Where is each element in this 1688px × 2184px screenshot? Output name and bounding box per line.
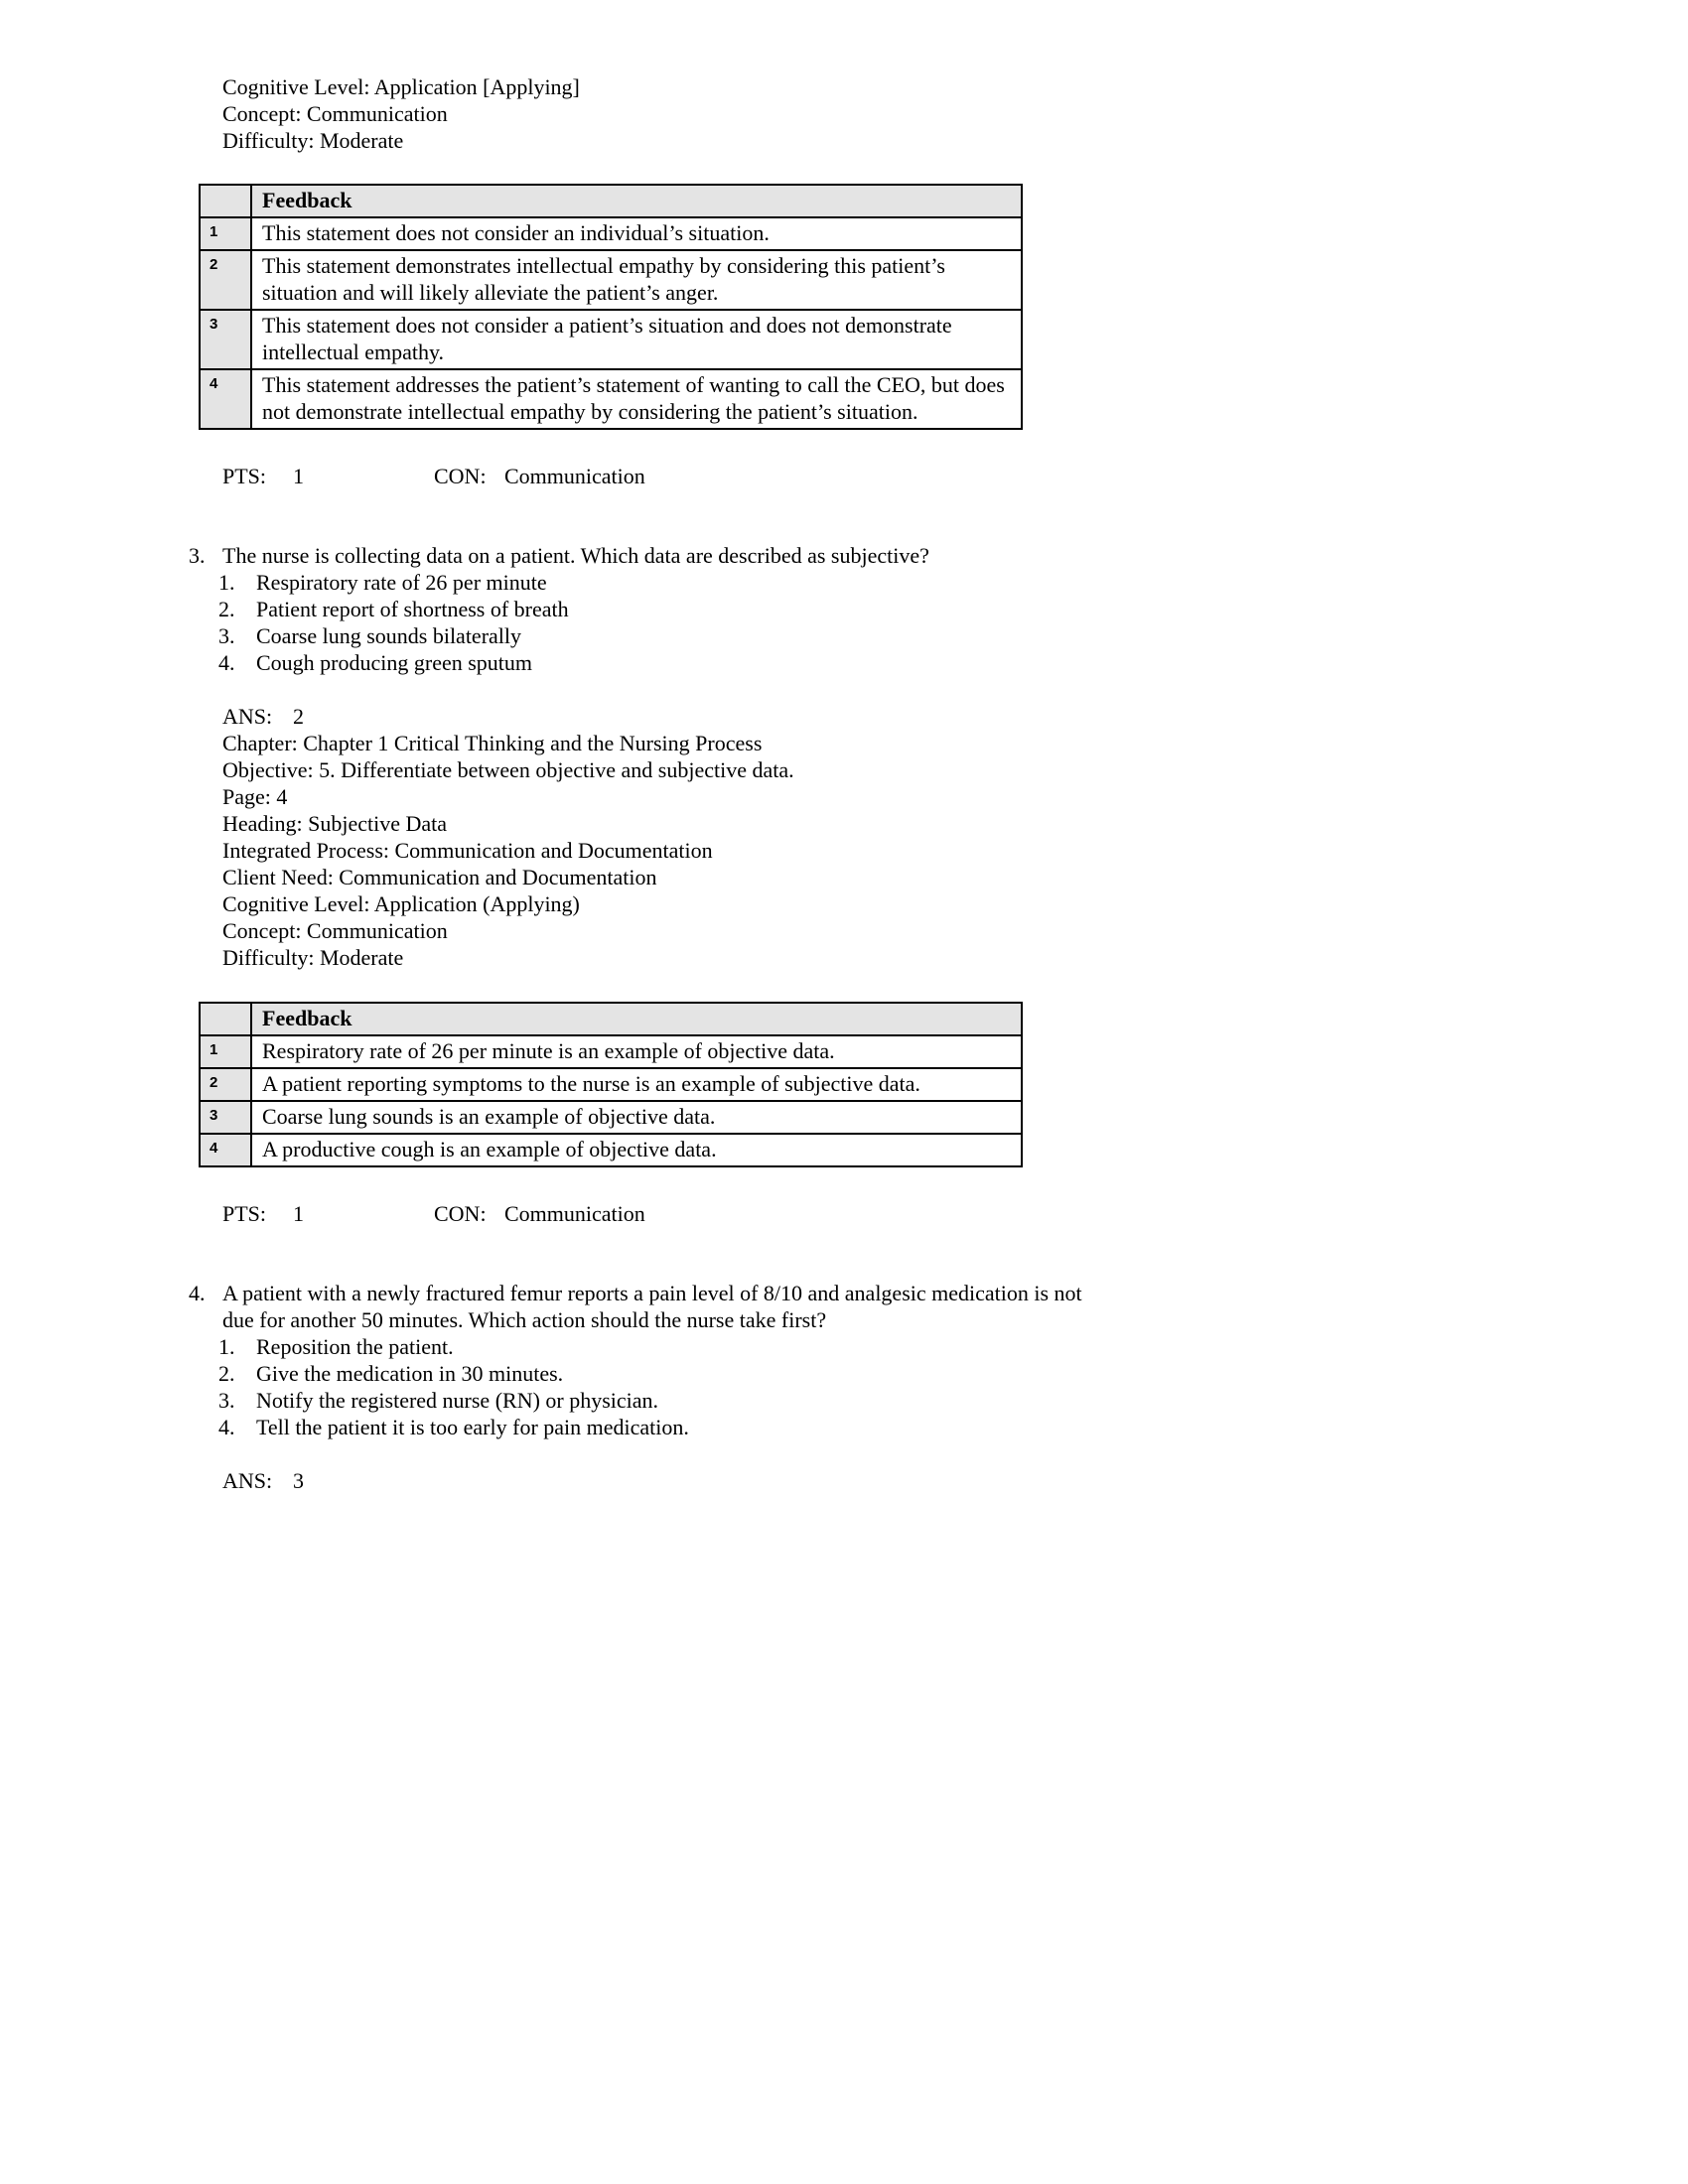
question-4-options <box>218 1333 1509 1440</box>
option-number: 2. <box>218 597 235 621</box>
row-number: 3 <box>200 1101 251 1134</box>
feedback-text: A productive cough is an example of objective data. <box>251 1134 1022 1166</box>
option <box>218 1414 1509 1440</box>
feedback-text: Coarse lung sounds is an example of objective data. <box>251 1101 1022 1134</box>
table-row <box>200 1035 1022 1068</box>
feedback-text: This statement does not consider a patient’s situation and does not demonstrate intellectual empathy. <box>251 310 1022 369</box>
option-text: Respiratory rate of 26 per minute <box>256 570 547 595</box>
option <box>218 1360 1509 1387</box>
meta-line-objective: Objective: 5. Differentiate between objective and subjective data. <box>222 757 794 782</box>
row-number: 3 <box>200 310 251 369</box>
feedback-text: This statement demonstrates intellectual empathy by considering this patient’s situation and will likely alleviate the patient’s anger. <box>251 250 1022 310</box>
meta-line-difficulty: Difficulty: Moderate <box>222 945 404 970</box>
meta-line-concept: Concept: Communication <box>222 918 448 943</box>
meta-line-page: Page: 4 <box>222 784 288 809</box>
table-row <box>200 1134 1022 1166</box>
option-text: Cough producing green sputum <box>256 650 533 675</box>
feedback-text: This statement addresses the patient’s statement of wanting to call the CEO, but does not demonstrate intellectual empathy by considering the patient’s situation. <box>251 369 1022 429</box>
pts-con-line-1 <box>222 463 1509 489</box>
option-text: Give the medication in 30 minutes. <box>256 1361 564 1386</box>
feedback-text: A patient reporting symptoms to the nurse is an example of subjective data. <box>251 1068 1022 1101</box>
option-text: Coarse lung sounds bilaterally <box>256 623 522 648</box>
table-row <box>200 250 1022 310</box>
con-value: Communication <box>504 464 645 488</box>
option-number: 4. <box>218 650 235 675</box>
spacer <box>189 971 1509 1002</box>
pts-con-line-2 <box>222 1200 1509 1227</box>
pts-value: 1 <box>293 1201 304 1226</box>
question-3 <box>189 542 1509 569</box>
feedback-table-1 <box>199 184 1023 430</box>
meta-line-cognitive-level: Cognitive Level: Application [Applying] <box>222 74 580 99</box>
answer-line <box>222 1467 1509 1494</box>
meta-line-concept: Concept: Communication <box>222 101 448 126</box>
question-4-answer-block <box>222 1467 1509 1494</box>
option-number: 2. <box>218 1361 235 1386</box>
feedback-table-1-header-blank-cell <box>200 185 251 217</box>
ans-label: ANS: <box>222 1468 273 1493</box>
meta-line-chapter: Chapter: Chapter 1 Critical Thinking and the Nursing Process <box>222 731 763 755</box>
question2-meta-block <box>222 73 1509 154</box>
option-number: 3. <box>218 1388 235 1413</box>
meta-line-cognitive-level: Cognitive Level: Application (Applying) <box>222 891 580 916</box>
row-number: 4 <box>200 1134 251 1166</box>
option <box>218 622 1509 649</box>
question-3-answer-block <box>222 703 1509 971</box>
question-stem: The nurse is collecting data on a patient. Which data are described as subjective? <box>222 543 929 568</box>
meta-line-heading: Heading: Subjective Data <box>222 811 448 836</box>
row-number: 2 <box>200 250 251 310</box>
question-3-options <box>218 569 1509 676</box>
option-number: 4. <box>218 1415 235 1439</box>
con-label: CON: <box>434 1201 487 1226</box>
meta-line-integrated-process: Integrated Process: Communication and Documentation <box>222 838 713 863</box>
row-number: 4 <box>200 369 251 429</box>
meta-line-difficulty: Difficulty: Moderate <box>222 128 404 153</box>
feedback-table-2-header-blank-cell <box>200 1003 251 1035</box>
option <box>218 569 1509 596</box>
option-text: Patient report of shortness of breath <box>256 597 569 621</box>
question-number: 4. <box>189 1281 206 1305</box>
option-text: Notify the registered nurse (RN) or physician. <box>256 1388 659 1413</box>
con-label: CON: <box>434 464 487 488</box>
feedback-table-1-header-cell: Feedback <box>251 185 1022 217</box>
ans-value: 3 <box>293 1468 304 1493</box>
table-row <box>200 310 1022 369</box>
row-number: 2 <box>200 1068 251 1101</box>
feedback-table-2 <box>199 1002 1023 1167</box>
feedback-text: Respiratory rate of 26 per minute is an example of objective data. <box>251 1035 1022 1068</box>
table-row <box>200 1068 1022 1101</box>
feedback-text: This statement does not consider an individual’s situation. <box>251 217 1022 250</box>
feedback-table-2-header-cell: Feedback <box>251 1003 1022 1035</box>
pts-label: PTS: <box>222 1201 267 1226</box>
row-number: 1 <box>200 217 251 250</box>
option-text: Tell the patient it is too early for pain medication. <box>256 1415 689 1439</box>
question-4 <box>189 1280 1509 1333</box>
table-row <box>200 1101 1022 1134</box>
table-row <box>200 369 1022 429</box>
option <box>218 1387 1509 1414</box>
option-number: 3. <box>218 623 235 648</box>
pts-value: 1 <box>293 464 304 488</box>
meta-line-client-need: Client Need: Communication and Documentation <box>222 865 657 889</box>
option-text: Reposition the patient. <box>256 1334 454 1359</box>
feedback-table-2-header-row <box>200 1003 1022 1035</box>
pts-label: PTS: <box>222 464 267 488</box>
feedback-table-1-header-row <box>200 185 1022 217</box>
con-value: Communication <box>504 1201 645 1226</box>
ans-label: ANS: <box>222 704 273 729</box>
answer-line <box>222 703 1509 730</box>
table-row <box>200 217 1022 250</box>
option <box>218 596 1509 622</box>
option <box>218 649 1509 676</box>
question-number: 3. <box>189 543 206 568</box>
ans-value: 2 <box>293 704 304 729</box>
question-stem: A patient with a newly fractured femur reports a pain level of 8/10 and analgesic medication is not due for another 50 minutes. Which action should the nurse take first? <box>222 1281 1082 1332</box>
row-number: 1 <box>200 1035 251 1068</box>
option-number: 1. <box>218 570 235 595</box>
option <box>218 1333 1509 1360</box>
option-number: 1. <box>218 1334 235 1359</box>
